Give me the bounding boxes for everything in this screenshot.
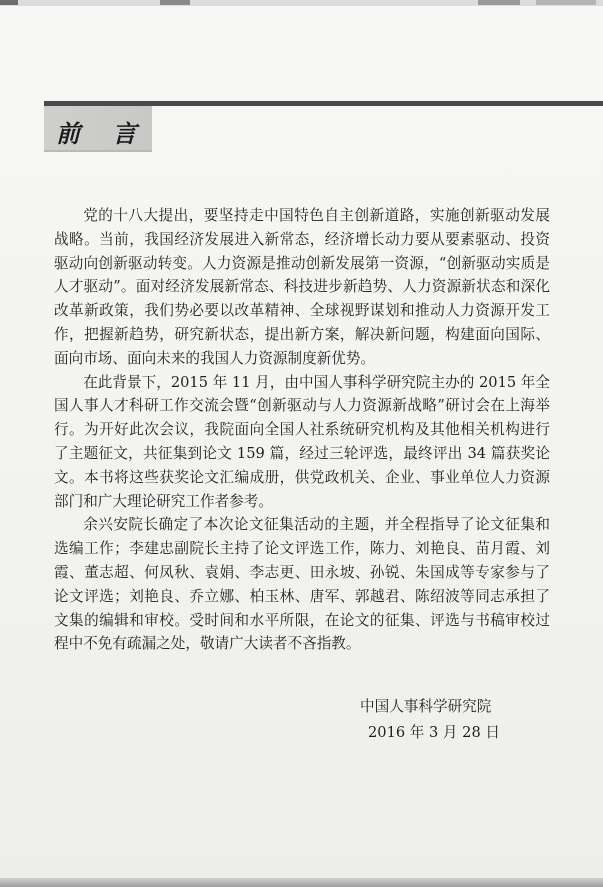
scan-top-edge — [0, 0, 603, 6]
paragraph-1: 党的十八大提出，要坚持走中国特色自主创新道路，实施创新驱动发展战略。当前，我国经济发展进入新常态，经济增长动力要从要素驱动、投资驱动向创新驱动转变。人力资源是推动创新发展第一资源，“创新驱动实质是人才驱动”。面对经济发展新常态、科技进步新趋势、人力资源新状态和深化改革新政策，我们势必要以改革精神、全球视野谋划和推动人力资源开发工作，把握新趋势，研究新状态，提出新方案，解决新问题，构建面向国际、面向市场、面向未来的我国人力资源制度新优势。 — [54, 207, 550, 367]
title-box — [44, 106, 152, 152]
signature-organization: 中国人事科学研究院 — [360, 698, 492, 715]
page-title: 前 言 — [56, 120, 149, 148]
paragraph-2: 在此背景下，2015 年 11 月，由中国人事科学研究院主办的 2015 年全国人事人才科研工作交流会暨“创新驱动与人力资源新战略”研讨会在上海举行。为开好此次会议，我院面向全国人社系统研究机构及其他相关机构进行了主题征文，共征集到论文 159 篇，经过三轮评选，最终评出 34 篇获奖论文。本书将这些获奖论文汇编成册，供党政机关、企业、事业单位人力资源部门和广大理论研究工作者参考。 — [54, 373, 550, 510]
scan-artifact — [478, 0, 520, 5]
signature-date: 2016 年 3 月 28 日 — [368, 724, 500, 741]
signature-block — [360, 694, 500, 746]
scan-bottom-edge — [0, 878, 603, 887]
preface-body — [54, 204, 550, 656]
scan-artifact — [536, 0, 596, 5]
scan-artifact — [0, 0, 18, 5]
paragraph-3: 余兴安院长确定了本次论文征集活动的主题，并全程指导了论文征集和选编工作；李建忠副院长主持了论文评选工作，陈力、刘艳良、苗月霞、刘霞、董志超、何凤秋、袁娟、李志更、田永坡、孙锐、朱国成等专家参与了论文评选；刘艳良、乔立娜、柏玉林、唐军、郭越君、陈绍波等同志承担了文集的编辑和审校。受时间和水平所限，在论文的征集、评选与书稿审校过程中不免有疏漏之处，敬请广大读者不吝指教。 — [54, 516, 550, 653]
scan-artifact — [160, 0, 190, 5]
